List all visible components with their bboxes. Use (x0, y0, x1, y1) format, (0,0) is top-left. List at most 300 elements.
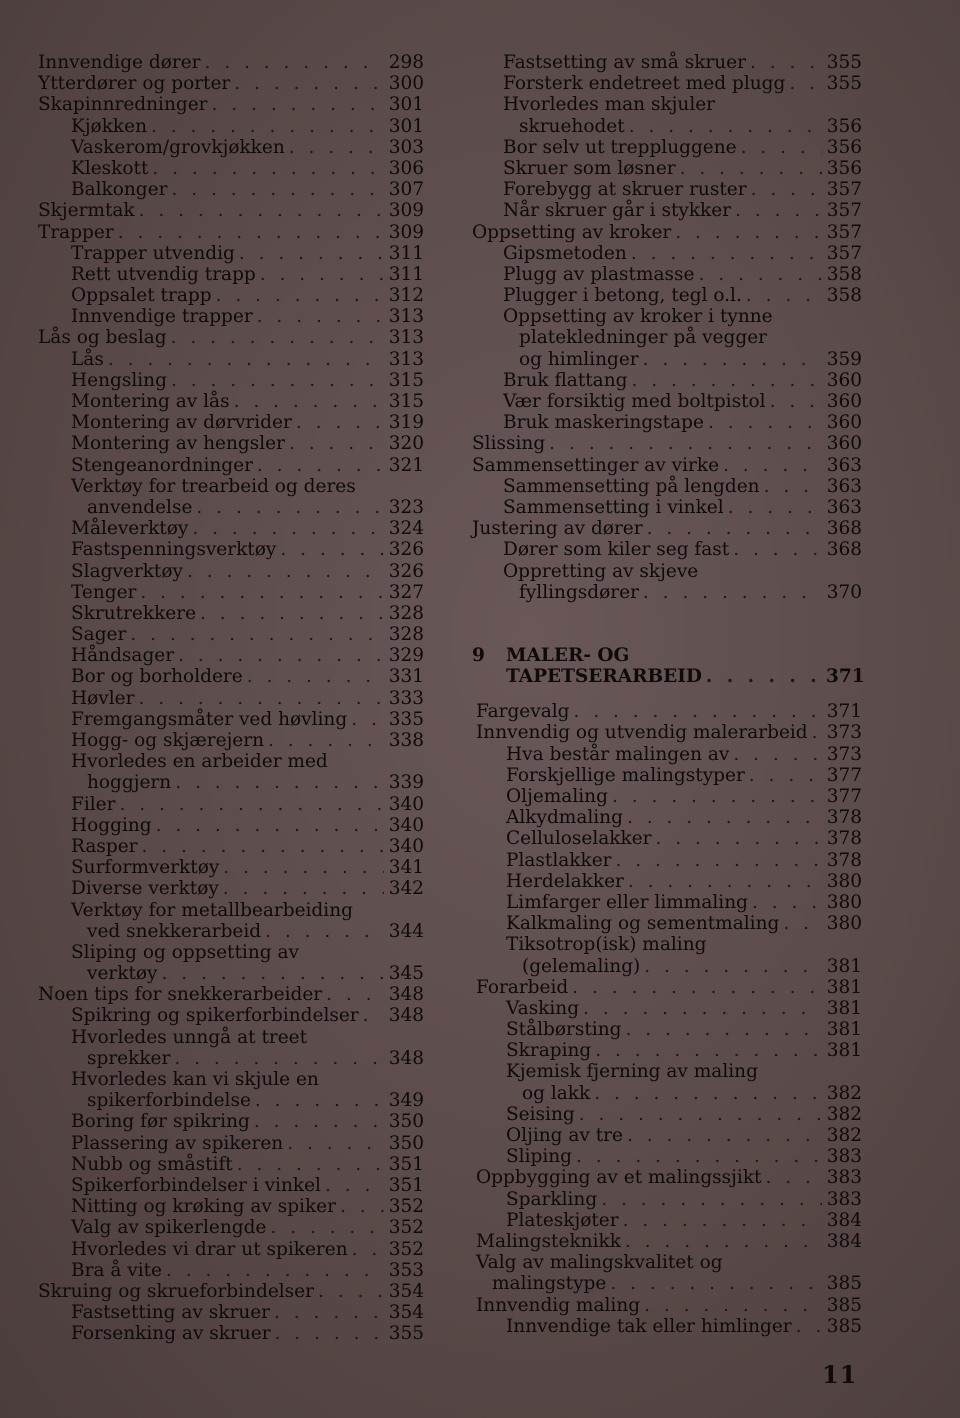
entry-label: Bor selv ut treppluggene (503, 136, 737, 158)
entry-page: 309 (388, 200, 424, 222)
toc-entry (38, 582, 424, 603)
toc-entry (38, 158, 424, 179)
entry-label: Valg av spikerlengde (71, 1217, 267, 1239)
entry-label: Oppsetting av kroker i tynne (503, 306, 773, 328)
toc-entry (38, 730, 424, 751)
entry-page: 358 (826, 285, 862, 307)
entry-page: 352 (388, 1217, 424, 1239)
leader-dots (615, 850, 822, 871)
entry-page: 360 (826, 391, 862, 412)
entry-label: Innvendige trapper (71, 306, 253, 328)
entry-label: Hvorledes unngå at treet (71, 1026, 308, 1048)
leader-dots (812, 722, 822, 743)
toc-entry (472, 243, 862, 264)
entry-label: Noen tips for snekkerarbeider (38, 984, 323, 1006)
leader-dots (728, 497, 822, 518)
entry-label: Forebygg at skruer ruster (503, 179, 747, 201)
leader-dots (265, 921, 384, 942)
leader-dots (644, 1295, 822, 1316)
entry-page: 340 (388, 793, 424, 815)
toc-right-column (472, 52, 865, 1337)
entry-page: 333 (388, 687, 424, 709)
entry-label: Vaskerom/grovkjøkken (71, 136, 285, 158)
toc-entry (472, 666, 865, 688)
entry-page: 370 (826, 581, 862, 603)
toc-entry (472, 497, 862, 518)
entry-page: 385 (826, 1294, 862, 1316)
entry-label: Sammensetting på lengden (503, 475, 760, 497)
entry-label: Kjøkken (71, 115, 147, 137)
entry-label: Tiksotrop(isk) maling (506, 934, 707, 956)
entry-label: Skruing og skrueforbindelser (38, 1280, 314, 1302)
leader-dots (796, 1316, 822, 1337)
toc-entry (38, 794, 424, 815)
entry-page: 328 (388, 624, 424, 646)
toc-entry (472, 94, 862, 136)
entry-page: 353 (388, 1259, 424, 1281)
leader-dots (289, 137, 384, 158)
leader-dots (234, 73, 384, 94)
entry-label: Lås (71, 348, 104, 370)
entry-page: 357 (826, 221, 862, 243)
toc-entry (38, 1323, 424, 1344)
leader-dots (192, 518, 384, 539)
leader-dots (200, 603, 384, 624)
entry-page: 345 (388, 963, 424, 985)
entry-page: 313 (388, 348, 424, 370)
toc-entry (472, 744, 862, 765)
leader-dots (171, 327, 384, 348)
leader-dots (631, 243, 822, 264)
entry-label: Montering av lås (71, 391, 230, 412)
entry-label-continued: fyllingsdører (519, 581, 639, 603)
entry-page: 350 (388, 1132, 424, 1154)
leader-dots (223, 878, 384, 899)
entry-page: 368 (826, 518, 862, 540)
entry-page: 380 (826, 913, 862, 935)
entry-label: Celluloselakker (506, 828, 652, 850)
entry-label: Oppretting av skjeve (503, 560, 699, 582)
entry-page: 301 (388, 115, 424, 137)
leader-dots (579, 1104, 822, 1125)
toc-entry (38, 137, 424, 158)
toc-entry (38, 264, 424, 285)
entry-label: Gipsmetoden (503, 242, 627, 264)
toc-entry (38, 200, 424, 221)
toc-entry (38, 1154, 424, 1175)
entry-page: 381 (826, 1019, 862, 1041)
leader-dots (789, 73, 822, 94)
toc-entry (38, 391, 424, 412)
toc-entry (472, 137, 862, 158)
entry-label: Spikerforbindelser i vinkel (71, 1174, 321, 1196)
leader-dots (151, 116, 384, 137)
leader-dots (237, 1154, 384, 1175)
entry-label: Verktøy for trearbeid og deres (71, 475, 356, 497)
leader-dots (623, 1210, 822, 1231)
entry-label: Nubb og småstift (71, 1153, 233, 1175)
toc-entry (38, 900, 424, 942)
leader-dots (326, 984, 384, 1005)
toc-entry (38, 243, 424, 264)
entry-page: 348 (388, 1005, 424, 1027)
entry-page: 363 (826, 496, 862, 518)
toc-entry (38, 1260, 424, 1281)
toc-entry (472, 476, 862, 497)
entry-label: Innvendig maling (476, 1294, 641, 1316)
entry-page: 363 (826, 454, 862, 476)
toc-entry (38, 94, 424, 115)
entry-label: Hengsling (71, 369, 167, 391)
entry-label: Sager (71, 624, 127, 646)
entry-label: Fastsetting av skruer (71, 1302, 271, 1324)
entry-page: 373 (826, 722, 862, 744)
entry-label: Vasking (506, 997, 580, 1019)
entry-page: 381 (826, 955, 862, 977)
toc-entry (472, 179, 862, 200)
entry-label: Diverse verktøy (71, 878, 219, 900)
toc-entry (38, 984, 424, 1005)
toc-entry (472, 158, 862, 179)
entry-label: Hogg- og skjærejern (71, 730, 265, 751)
entry-page: 335 (388, 708, 424, 730)
entry-label: Slagverktøy (71, 560, 183, 582)
entry-page: 359 (826, 348, 862, 370)
entry-label: Balkonger (71, 179, 168, 201)
entry-label: Skapinnredninger (38, 94, 208, 116)
leader-dots (152, 158, 384, 179)
entry-label: Sammensettinger av virke (472, 454, 720, 476)
entry-label: Alkydmaling (506, 807, 623, 829)
entry-page: 384 (826, 1209, 862, 1231)
toc-entry (38, 1281, 424, 1302)
entry-page: 327 (388, 581, 424, 603)
entry-label: Stengeanordninger (71, 454, 253, 476)
leader-dots (171, 179, 384, 200)
entry-label: Innvendige dører (38, 52, 201, 73)
entry-page: 315 (388, 391, 424, 412)
entry-label: Kalkmaling og sementmaling (506, 913, 780, 935)
leader-dots (647, 518, 822, 539)
toc-entry (38, 836, 424, 857)
chapter-heading (472, 644, 865, 688)
entry-page: 338 (388, 730, 424, 751)
leader-dots (708, 412, 822, 433)
leader-dots (254, 1111, 384, 1132)
leader-dots (108, 349, 384, 370)
leader-dots (234, 391, 384, 412)
toc-entry (472, 391, 862, 412)
toc-entry (472, 828, 862, 849)
entry-label: Spikring og spikerforbindelser (71, 1005, 359, 1027)
toc-entry (38, 349, 424, 370)
leader-dots (627, 1125, 822, 1146)
toc-entry (472, 1189, 862, 1210)
entry-label: Oppsetting av kroker (472, 221, 672, 243)
toc-entry (472, 701, 862, 722)
entry-page: 303 (388, 136, 424, 158)
entry-page: 385 (826, 1273, 862, 1295)
leader-dots (270, 1217, 384, 1238)
entry-label: Hva består malingen av (506, 743, 730, 765)
leader-dots (733, 744, 822, 765)
entry-page: 331 (388, 666, 424, 688)
toc-entry (472, 1295, 862, 1316)
leader-dots (783, 913, 822, 934)
entry-label: Montering av hengsler (71, 433, 285, 455)
entry-page: 360 (826, 412, 862, 434)
entry-label-continued: spikerforbindelse (87, 1090, 251, 1112)
leader-dots (612, 786, 822, 807)
toc-entry (38, 1111, 424, 1132)
entry-label: Måleverktøy (71, 518, 189, 540)
leader-dots (656, 828, 822, 849)
toc-entry (38, 518, 424, 539)
entry-label-continued: (gelemaling) (522, 955, 641, 977)
leader-dots (239, 243, 384, 264)
leader-dots (644, 956, 822, 977)
leader-dots (698, 264, 822, 285)
entry-page: 341 (388, 857, 424, 879)
leader-dots (625, 1231, 822, 1252)
toc-entry (472, 264, 862, 285)
entry-page: 357 (826, 242, 862, 264)
entry-label: Trapper utvendig (71, 242, 235, 264)
toc-entry (38, 709, 424, 730)
entry-label: Surformverktøy (71, 857, 220, 879)
entry-label: Oppsalet trapp (71, 285, 212, 307)
entry-page: 306 (388, 157, 424, 179)
leader-dots (296, 412, 384, 433)
entry-page: 342 (388, 878, 424, 900)
leader-dots (178, 645, 384, 666)
entry-label: Oljemaling (506, 786, 608, 808)
toc-entry (38, 412, 424, 433)
leader-dots (166, 1260, 384, 1281)
leader-dots (119, 794, 384, 815)
entry-label: Bruk maskeringstape (503, 412, 704, 434)
toc-entry (38, 1196, 424, 1217)
entry-label: Forsterk endetreet med plugg (503, 73, 786, 95)
toc-entry (38, 179, 424, 200)
leader-dots (631, 370, 822, 391)
toc-entry (472, 1061, 862, 1103)
entry-label-continued: sprekker (87, 1047, 171, 1069)
leader-dots (572, 977, 822, 998)
leader-dots (680, 158, 822, 179)
entry-page: 329 (388, 645, 424, 667)
toc-entry (472, 977, 862, 998)
toc-entry (472, 1125, 862, 1146)
toc-entry (38, 1302, 424, 1323)
entry-label: Innvendig og utvendig malerarbeid (476, 722, 808, 744)
toc-entry (472, 1316, 862, 1337)
entry-label: Plateskjøter (506, 1209, 619, 1231)
toc-entry (38, 624, 424, 645)
leader-dots (751, 179, 822, 200)
toc-entry (472, 998, 862, 1019)
leader-dots (595, 1040, 822, 1061)
leader-dots (205, 52, 385, 73)
leader-dots (275, 1323, 384, 1344)
leader-dots (247, 666, 384, 687)
toc-entry (38, 327, 424, 348)
entry-page: 360 (826, 433, 862, 455)
leader-dots (174, 1048, 384, 1069)
leader-dots (280, 539, 384, 560)
toc-entry (38, 857, 424, 878)
entry-label: Fremgangsmåter ved høvling (71, 708, 348, 730)
leader-dots (118, 222, 384, 243)
entry-label: Rett utvendig trapp (71, 263, 256, 285)
entry-label: Forarbeid (476, 976, 569, 998)
entry-label: Rasper (71, 835, 138, 857)
entry-page: 377 (826, 786, 862, 808)
entry-page: 352 (388, 1238, 424, 1260)
entry-label: Tenger (71, 581, 137, 603)
entry-label: Plugger i betong, tegl o.l. (503, 285, 742, 307)
entry-label: Limfarger eller limmaling (506, 891, 748, 913)
leader-dots (156, 815, 384, 836)
entry-label: Oljing av tre (506, 1125, 623, 1147)
entry-label: Boring før spikring (71, 1111, 250, 1133)
entry-page: 384 (826, 1230, 862, 1252)
toc-entry (38, 1005, 424, 1026)
leader-dots (723, 455, 822, 476)
entry-page: 355 (388, 1323, 424, 1345)
leader-dots (260, 264, 384, 285)
leader-dots (352, 1239, 384, 1260)
leader-dots (255, 1090, 384, 1111)
leader-dots (741, 137, 822, 158)
entry-label: Bor og borholdere (71, 666, 243, 688)
entry-label-continued: hoggjern (87, 772, 172, 794)
entry-page: 349 (388, 1090, 424, 1112)
entry-page: 354 (388, 1302, 424, 1324)
leader-dots (752, 892, 822, 913)
toc-entry (38, 1175, 424, 1196)
entry-label: Nitting og krøking av spiker (71, 1196, 336, 1218)
entry-page: 313 (388, 306, 424, 328)
entry-label: Fastspenningsverktøy (71, 539, 277, 561)
toc-entry (472, 892, 862, 913)
entry-label: Valg av malingskvalitet og (476, 1252, 723, 1274)
toc-entry (38, 942, 424, 984)
toc-entry (38, 751, 424, 793)
entry-page: 326 (388, 539, 424, 561)
leader-dots (257, 306, 384, 327)
toc-entry (472, 722, 862, 743)
entry-label: Innvendige tak eller himlinger (506, 1315, 792, 1337)
entry-label: Hvorledes kan vi skjule en (71, 1069, 319, 1090)
entry-label: Høvler (71, 687, 135, 709)
entry-label: Herdelakker (506, 870, 624, 892)
toc-entry (38, 1217, 424, 1238)
entry-page: 323 (388, 496, 424, 518)
toc-entry (472, 518, 862, 539)
toc-entry (38, 116, 424, 137)
leader-dots (138, 688, 384, 709)
toc-entry (472, 1040, 862, 1061)
entry-page: 312 (388, 285, 424, 307)
leader-dots (733, 539, 822, 560)
chapter-title-line2: TAPETSERARBEID (506, 666, 702, 688)
entry-page: 358 (826, 263, 862, 285)
entry-label: Forsenking av skruer (71, 1323, 271, 1345)
leader-dots (746, 285, 822, 306)
entry-page: 356 (826, 157, 862, 179)
entry-page: 380 (826, 870, 862, 892)
leader-dots (749, 765, 822, 786)
entry-page: 356 (826, 136, 862, 158)
entry-page: 351 (388, 1153, 424, 1175)
entry-page: 300 (388, 73, 424, 95)
leader-dots (627, 807, 822, 828)
entry-page: 378 (826, 828, 862, 850)
entry-page: 350 (388, 1111, 424, 1133)
entry-page: 340 (388, 814, 424, 836)
toc-entry (472, 913, 862, 934)
toc-entry (472, 539, 862, 560)
toc-entry (472, 73, 862, 94)
entry-label: Justering av dører (472, 518, 643, 540)
entry-label: Seising (506, 1103, 575, 1125)
entry-label: Sammensetting i vinkel (503, 496, 724, 518)
toc-entry (472, 1210, 862, 1231)
toc-entry (38, 539, 424, 560)
leader-dots (142, 836, 384, 857)
toc-entry (38, 370, 424, 391)
chapter-number: 9 (472, 644, 485, 666)
page-number: 11 (822, 1360, 858, 1389)
entry-page: 348 (388, 1047, 424, 1069)
entry-label: Plassering av spikeren (71, 1132, 284, 1154)
toc-entry (472, 200, 862, 221)
leader-dots (216, 285, 384, 306)
leader-dots (574, 701, 823, 722)
entry-label: Sliping (506, 1146, 573, 1168)
toc-entry (472, 561, 862, 603)
toc-entry (472, 222, 862, 243)
entry-page: 326 (388, 560, 424, 582)
toc-entry (38, 433, 424, 454)
entry-page: 383 (826, 1167, 862, 1189)
entry-page: 355 (826, 52, 862, 73)
leader-dots (610, 1273, 822, 1294)
toc-entry (472, 1167, 862, 1188)
entry-label: Hvorledes man skjuler (503, 94, 716, 116)
entry-label-continued: platekledninger på vegger (519, 327, 767, 349)
entry-page: 357 (826, 179, 862, 201)
entry-label-continued: og himlinger (519, 348, 639, 370)
entry-page: 381 (826, 1040, 862, 1062)
leader-dots (287, 1133, 384, 1154)
leader-dots (325, 1175, 384, 1196)
toc-entry (38, 645, 424, 666)
entry-label: Hvorledes vi drar ut spikeren (71, 1238, 348, 1260)
entry-label: Stålbørsting (506, 1019, 622, 1041)
entry-page: 311 (388, 263, 424, 285)
entry-page: 301 (388, 94, 424, 116)
toc-entry (38, 73, 424, 94)
leader-dots (764, 476, 822, 497)
toc-entry (472, 934, 862, 976)
leader-dots (643, 582, 822, 603)
leader-dots (643, 349, 822, 370)
leader-dots (340, 1196, 384, 1217)
toc-entry (472, 1231, 862, 1252)
entry-page: 348 (388, 984, 424, 1006)
